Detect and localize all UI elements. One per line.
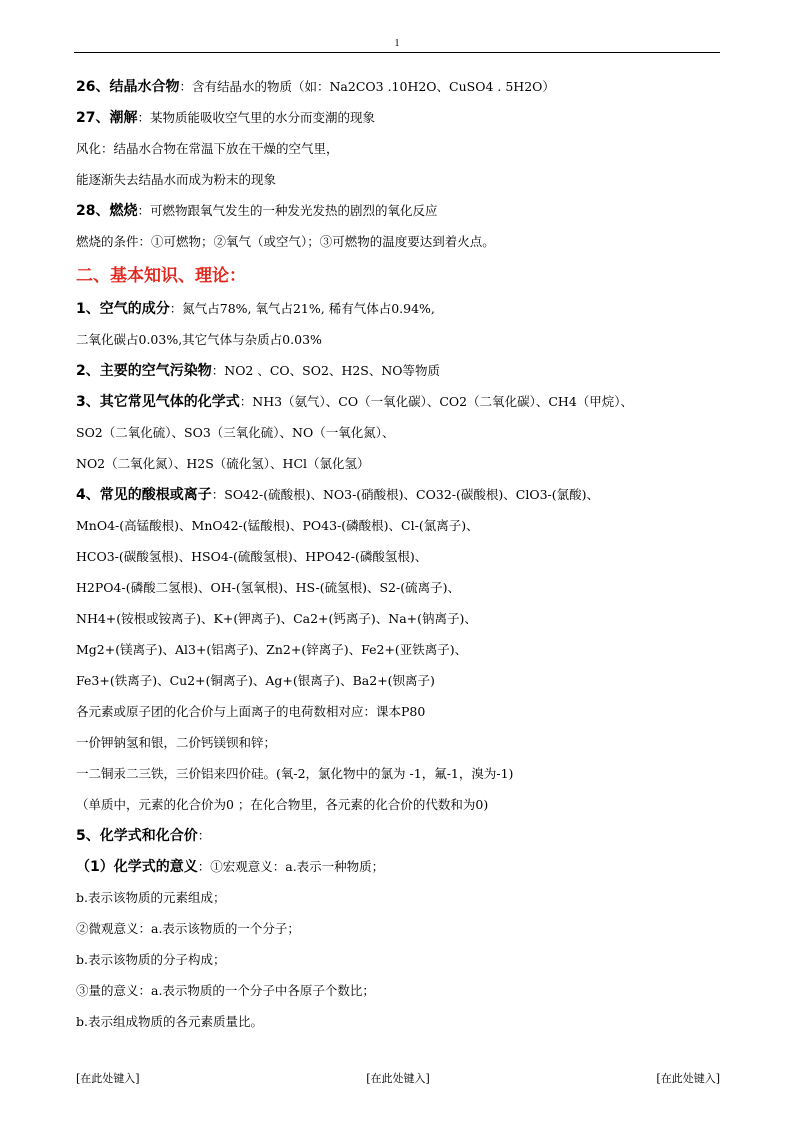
term-label: 26、结晶水合物 [76,79,180,95]
section-heading: 二、基本知识、理论： [76,266,246,286]
line-text: （单质中，元素的化合价为0 ；在化合物里，各元素的化合价的代数和为0) [76,797,489,812]
definitions-list [76,74,726,260]
term-label: 4、常见的酸根或离子 [76,487,212,503]
text-line [76,136,726,167]
line-text: ：含有结晶水的物质（如：Na2CO3 .10H2O、CuSO4 . 5H2O） [179,79,555,94]
line-text: ③量的意义：a.表示物质的一个分子中各原子个数比； [76,983,375,998]
line-text: H2PO4-(磷酸二氢根)、OH-(氢氧根)、HS-(硫氢根)、S2-(硫离子)、 [76,580,460,595]
line-text: ：NH3（氨气）、CO（一氧化碳）、CO2（二氧化碳）、CH4（甲烷）、 [239,394,634,409]
text-line [76,699,726,730]
section-body [76,296,726,1040]
footer-left-placeholder[interactable]: [在此处键入] [76,1072,140,1085]
line-text: 二氧化碳占0.03%,其它气体与杂质占0.03% [76,332,322,347]
text-line [76,1009,726,1040]
line-text: ：氮气占78%, 氧气占21%, 稀有气体占0.94%, [169,301,435,316]
text-line [76,761,726,792]
text-line [76,229,726,260]
line-text: NO2（二氧化氮）、H2S（硫化氢）、HCl（氯化氢） [76,456,370,471]
line-text: MnO4-(高锰酸根)、MnO42-(锰酸根)、PO43-(磷酸根)、Cl-(氯离子)、 [76,518,479,533]
line-text: ：NO2 、CO、SO2、H2S、NO等物质 [211,363,441,378]
text-line [76,544,726,575]
text-line [76,105,726,136]
line-text: 一二铜汞二三铁，三价铝来四价硅。(氧-2，氯化物中的氯为 -1，氟-1，溴为-1) [76,766,514,781]
line-text: Fe3+(铁离子)、Cu2+(铜离子)、Ag+(银离子)、Ba2+(钡离子) [76,673,435,688]
text-line [76,74,726,105]
text-line [76,978,726,1009]
line-text: ：SO42-(硫酸根)、NO3-(硝酸根)、CO32-(碳酸根)、ClO3-(氯酸)、 [211,487,599,502]
text-line [76,947,726,978]
text-line [76,327,726,358]
text-line [76,885,726,916]
footer-right-placeholder[interactable]: [在此处键入] [656,1072,720,1085]
text-line [76,823,726,854]
term-label: 1、空气的成分 [76,301,170,317]
text-line [76,606,726,637]
line-text: 能逐渐失去结晶水而成为粉末的现象 [76,172,277,187]
text-line [76,792,726,823]
line-text: HCO3-(碳酸氢根)、HSO4-(硫酸氢根)、HPO42-(磷酸氢根)、 [76,549,428,564]
line-text: 一价钾钠氢和银，二价钙镁钡和锌； [76,735,277,750]
term-label: 2、主要的空气污染物 [76,363,212,379]
line-text: SO2（二氧化硫）、SO3（三氧化硫）、NO（一氧化氮）、 [76,425,395,440]
text-line [76,296,726,327]
text-line [76,916,726,947]
text-line [76,668,726,699]
term-label: 28、燃烧 [76,203,138,219]
footer-center-placeholder[interactable]: [在此处键入] [366,1072,430,1085]
text-line [76,637,726,668]
text-line [76,167,726,198]
text-line [76,451,726,482]
text-line [76,482,726,513]
line-text: ：①宏观意义：a.表示一种物质； [197,859,385,874]
line-text: NH4+(铵根或铵离子)、K+(钾离子)、Ca2+(钙离子)、Na+(钠离子)、 [76,611,477,626]
document-body [76,74,726,1040]
text-line [76,575,726,606]
line-text: 风化：结晶水合物在常温下放在干燥的空气里， [76,141,339,156]
header-rule [74,52,720,53]
line-text: 燃烧的条件：①可燃物；②氧气（或空气）；③可燃物的温度要达到着火点。 [76,234,495,249]
line-text: Mg2+(镁离子)、Al3+(铝离子)、Zn2+(锌离子)、Fe2+(亚铁离子)、 [76,642,468,657]
text-line [76,730,726,761]
term-label: 27、潮解 [76,110,138,126]
term-label: （1）化学式的意义 [76,859,198,875]
line-text: 各元素或原子团的化合价与上面离子的电荷数相对应：课本P80 [76,704,426,719]
line-text: ： [197,828,211,843]
text-line [76,389,726,420]
term-label: 3、其它常见气体的化学式 [76,394,240,410]
text-line [76,420,726,451]
text-line [76,358,726,389]
line-text: b.表示组成物质的各元素质量比。 [76,1014,263,1029]
footer [76,1070,720,1086]
line-text: b.表示该物质的分子构成； [76,952,226,967]
line-text: ：可燃物跟氧气发生的一种发光发热的剧烈的氧化反应 [137,203,438,218]
text-line [76,513,726,544]
line-text: b.表示该物质的元素组成； [76,890,226,905]
page-number: 1 [394,38,400,49]
text-line [76,854,726,885]
term-label: 5、化学式和化合价 [76,828,198,844]
line-text: ：某物质能吸收空气里的水分而变潮的现象 [137,110,375,125]
text-line [76,198,726,229]
line-text: ②微观意义：a.表示该物质的一个分子； [76,921,300,936]
